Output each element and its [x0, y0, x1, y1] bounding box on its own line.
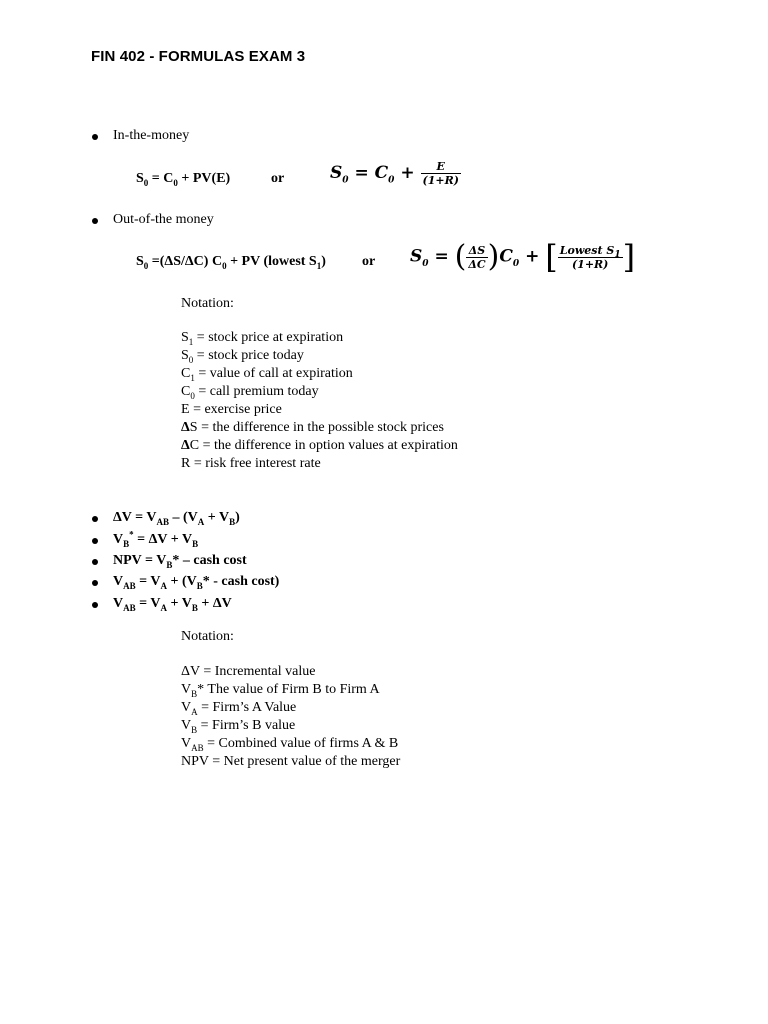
bullet-icon [92, 134, 98, 140]
notation-item: $V_A$ = Firm’s A Value [181, 700, 297, 717]
notation-item: E = exercise price [181, 402, 282, 417]
bullet-icon [92, 538, 98, 544]
notation-item: $S_1$ = stock price at expiration [181, 330, 344, 347]
merger-formula-4: $V_{AB} = V_A + (V_B*$ - cash cost) [113, 574, 280, 591]
merger-formula-2: $V_B^* = \Delta V + V_B$ [113, 529, 199, 549]
notation-list [181, 663, 400, 771]
notation-item: R = risk free interest rate [181, 456, 321, 471]
notation-item: ΔS = the difference in the possible stock prices [181, 420, 444, 435]
notation-item: $C_1$ = value of call at expiration [181, 366, 353, 383]
itm-or: or [271, 171, 285, 186]
notation-heading: Notation: [181, 629, 234, 644]
notation-item: $C_0$ = call premium today [181, 384, 319, 401]
notation-item: $V_{AB}$ = Combined value of firms A & B [181, 736, 399, 753]
otm-label: Out-of-the money [113, 212, 214, 227]
itm-label: In-the-money [113, 128, 190, 143]
notation-item: ΔV = Incremental value [181, 664, 316, 679]
merger-formula-5: $V_{AB} = V_A + V_B + \Delta V$ [113, 596, 232, 613]
itm-formula: $S_0 = C_0 + PV(E)$ [136, 171, 231, 188]
notation-item: NPV = Net present value of the merger [181, 754, 401, 769]
notation-heading: Notation: [181, 296, 234, 311]
notation-list [181, 329, 458, 473]
merger-formula-3: NPV = $V_B*$ – cash cost [113, 553, 247, 570]
notation-item: $S_0$ = stock price today [181, 348, 304, 365]
otm-or: or [362, 254, 376, 269]
document-title: FIN 402 - FORMULAS EXAM 3 [91, 48, 306, 65]
bullet-icon [92, 602, 98, 608]
otm-formula: $S_0 =(\Delta S/\Delta C) C_0$ + PV (lowest $S_1$) [136, 254, 326, 271]
merger-formula-1: $\Delta V = V_{AB} - (V_A + V_B)$ [113, 510, 240, 527]
notation-item: $V_B$ = Firm’s B value [181, 718, 296, 735]
bullet-icon [92, 580, 98, 586]
bullet-icon [92, 516, 98, 522]
notation-item: $V_B*$ The value of Firm B to Firm A [181, 682, 380, 699]
notation-item: ΔC = the difference in option values at expiration [181, 438, 458, 453]
otm-math-formula: $S_0$ = ( $\frac{\Delta S}{\Delta C}$ )$C_0$ + [ $\frac{Lowest S_1}{(1+R)}$ ] [410, 238, 636, 276]
bullet-icon [92, 559, 98, 565]
bullet-icon [92, 218, 98, 224]
itm-math-formula: $S_0 = C_0$ + $\frac{E}{(1+R)}$ [330, 160, 459, 187]
